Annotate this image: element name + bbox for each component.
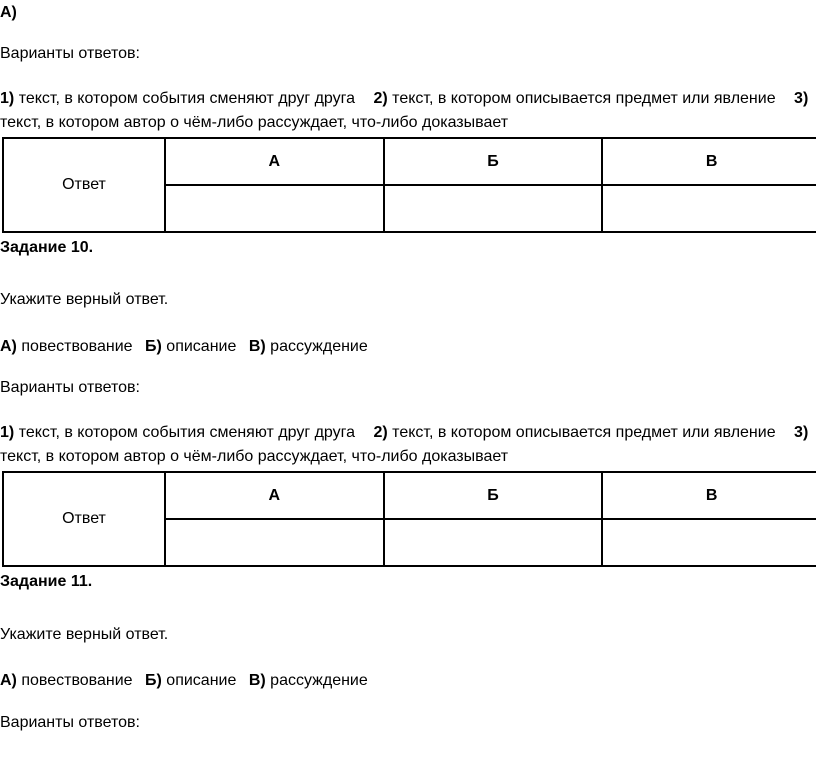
answer-table-1 [2,137,816,233]
answer-cell-c[interactable] [602,519,816,566]
task10-option2-text: текст, в котором описывается предмет или явление [392,424,776,441]
task11-c-letter: В) [248,672,266,689]
option1-num: 1) [0,90,15,107]
option2-text: текст, в котором описывается предмет или явление [392,90,776,107]
task10-option3-num: 3) [794,424,809,441]
answer-cell-b[interactable] [384,185,603,232]
column-header-a: А [165,138,384,185]
variants-label: Варианты ответов: [0,45,140,62]
answer-cell-b[interactable] [384,519,603,566]
answer-table-2 [2,471,816,567]
task10-option3-text: текст, в котором автор о чём-либо рассуждает, что-либо доказывает [0,448,509,465]
task11-variants-label: Варианты ответов: [0,714,140,731]
column-header-c: В [602,138,816,185]
column-header-b: Б [384,138,603,185]
option1-text: текст, в котором события сменяют друг друга [18,90,356,107]
task10-c-text: рассуждение [270,338,368,355]
task10-b-letter: Б) [145,338,162,355]
task10-a-letter: А) [0,338,17,355]
task11-b-text: описание [166,672,237,689]
lead-letter: А) [0,4,17,21]
answer-cell-a[interactable] [165,185,384,232]
answer-cell-a[interactable] [165,519,384,566]
task10-title: Задание 10. [0,239,94,256]
task10-c-letter: В) [248,338,266,355]
task10-options-line-1 [0,423,808,443]
task10-b-text: описание [166,338,237,355]
task10-choices [0,337,368,357]
option2-num: 2) [373,90,388,107]
task10-option1-num: 1) [0,424,15,441]
task11-c-text: рассуждение [270,672,368,689]
column-header-b: Б [384,472,603,519]
column-header-c: В [602,472,816,519]
task10-a-text: повествование [21,338,133,355]
column-header-a: А [165,472,384,519]
task10-instruction: Укажите верный ответ. [0,291,169,308]
task11-choices [0,671,368,691]
task11-b-letter: Б) [145,672,162,689]
task11-title: Задание 11. [0,573,93,590]
option3-num: 3) [794,90,809,107]
task10-variants-label: Варианты ответов: [0,379,140,396]
options-line-1 [0,89,808,109]
option3-text: текст, в котором автор о чём-либо рассуждает, что-либо доказывает [0,114,509,131]
task11-a-text: повествование [21,672,133,689]
task10-option1-text: текст, в котором события сменяют друг друга [18,424,356,441]
answer-label: Ответ [3,472,165,566]
task11-instruction: Укажите верный ответ. [0,626,169,643]
answer-label: Ответ [3,138,165,232]
answer-cell-c[interactable] [602,185,816,232]
task11-a-letter: А) [0,672,17,689]
task10-option2-num: 2) [373,424,388,441]
